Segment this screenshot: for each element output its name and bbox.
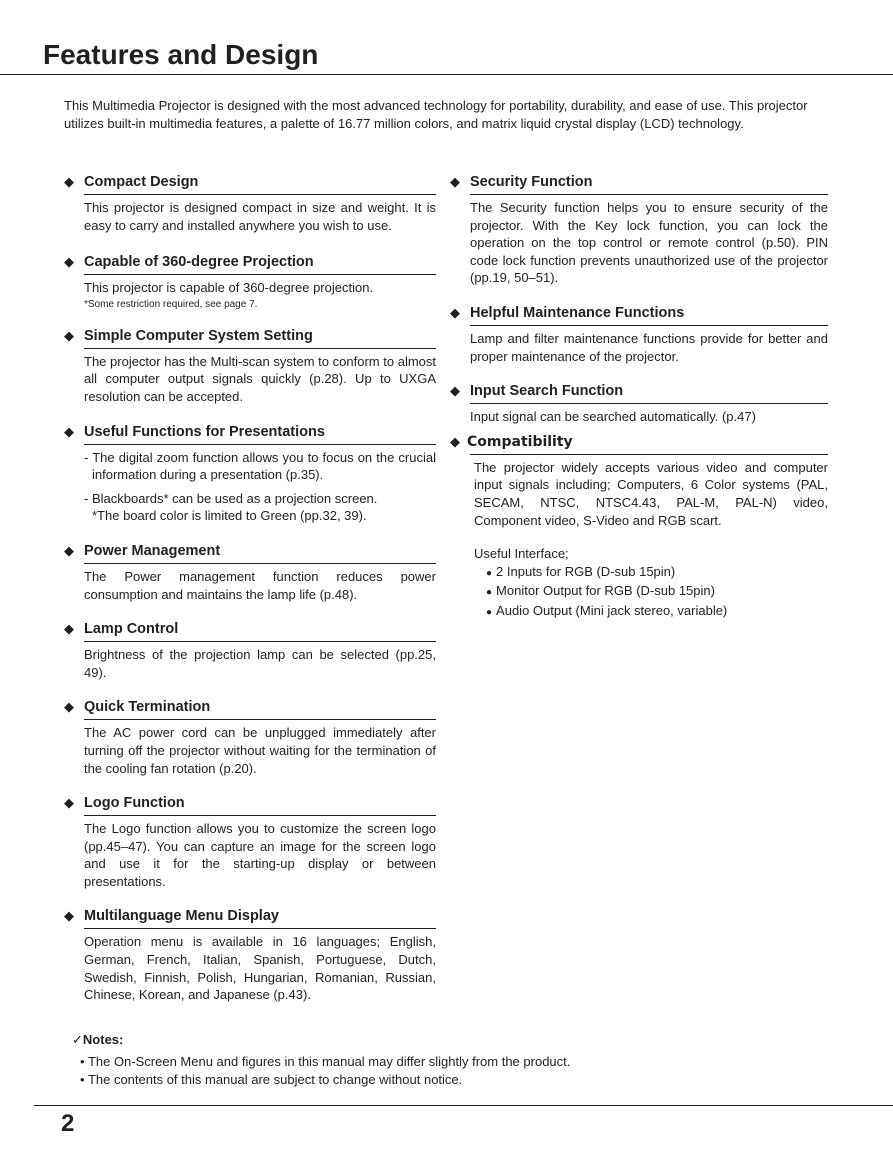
list-item: ● Audio Output (Mini jack stereo, variable): [486, 602, 728, 618]
section-title: Quick Termination: [84, 699, 211, 716]
section-rule: [84, 194, 436, 195]
restriction-note: *Some restriction required, see page 7.: [84, 298, 258, 310]
section-compatibility: [450, 432, 828, 622]
diamond-icon: ◆: [64, 423, 74, 439]
section-rule: [84, 444, 436, 445]
section-title: Multilanguage Menu Display: [84, 908, 279, 925]
section-compact-design: [64, 172, 436, 234]
section-title: Useful Functions for Presentations: [84, 423, 325, 440]
section-body: Operation menu is available in 16 languages; English, German, French, Italian, Spanish, Portuguese, Dutch, Swedish, Finnish, Polish, Hungarian, Romanian, Russian, Chinese, Korean, and Japanese (p.43).: [84, 934, 436, 1003]
list-item: ● Monitor Output for RGB (D-sub 15pin): [486, 583, 715, 599]
diamond-icon: ◆: [64, 699, 74, 715]
section-rule: [84, 641, 436, 642]
section-quick-termination: [64, 697, 436, 777]
section-body: This projector is designed compact in size and weight. It is easy to carry and installed anywhere you wish to use.: [84, 200, 436, 233]
diamond-icon: ◆: [450, 304, 460, 320]
section-power-management: [64, 541, 436, 603]
bullet-icon: ●: [486, 567, 493, 579]
notes-heading: ✓Notes:: [72, 1032, 124, 1047]
intro-paragraph: This Multimedia Projector is designed with the most advanced technology for portability, durability, and ease of use. This projector utilizes built-in multimedia features, a palette of 16.77 million colors, and matrix liquid crystal display (LCD) technology.: [64, 98, 808, 131]
section-title: Helpful Maintenance Functions: [470, 304, 685, 321]
section-security: [450, 172, 828, 287]
page-title: Features and Design: [43, 39, 319, 70]
section-title: Input Search Function: [470, 383, 624, 400]
left-column: [64, 172, 436, 1004]
page-number: 2: [61, 1110, 75, 1137]
section-body: The AC power cord can be unplugged immediately after turning off the projector without waiting for the termination of the cooling fan rotation (p.20).: [84, 725, 436, 776]
section-logo-function: [64, 793, 436, 890]
title-rule: [0, 74, 893, 75]
notes-list: [72, 1053, 832, 1089]
diamond-icon: ◆: [450, 383, 460, 399]
section-title: Security Function: [470, 174, 593, 190]
section-multilanguage: [64, 906, 436, 1003]
section-title: Compatibility: [467, 433, 573, 450]
section-rule: [84, 928, 436, 929]
section-presentations: [64, 422, 436, 525]
bullet-icon: ●: [486, 606, 493, 618]
diamond-icon: ◆: [450, 174, 460, 189]
notes-block: [72, 1031, 832, 1089]
diamond-icon: ◆: [64, 174, 74, 189]
section-simple-setting: [64, 326, 436, 406]
section-360-projection: [64, 252, 436, 312]
diamond-icon: ◆: [450, 433, 460, 449]
section-rule: [84, 274, 436, 275]
bullet-icon: ●: [486, 587, 493, 599]
diamond-icon: ◆: [64, 795, 74, 811]
section-title: Lamp Control: [84, 621, 179, 638]
interface-list: [474, 563, 828, 622]
section-rule: [470, 403, 828, 404]
section-title: Simple Computer System Setting: [84, 327, 313, 344]
list-item: • The contents of this manual are subject to change without notice.: [80, 1072, 463, 1087]
diamond-icon: ◆: [64, 254, 74, 270]
section-lamp-control: [64, 619, 436, 681]
section-body: The projector widely accepts various video and computer input signals including; Computers, 6 Color systems (PAL, SECAM, NTSC, NTSC4.43, PAL-M, PAL-N) video, Component video, S-Video and RGB scart.: [474, 459, 828, 528]
board-color-note: *The board color is limited to Green (pp.32, 39).: [92, 508, 367, 524]
section-body: Lamp and filter maintenance functions provide for better and proper maintenance of the projector.: [470, 330, 828, 364]
checkmark-icon: ✓: [72, 1032, 83, 1047]
section-title: Power Management: [84, 542, 221, 559]
section-title: Capable of 360-degree Projection: [84, 254, 314, 271]
section-rule: [84, 348, 436, 349]
section-rule: [84, 815, 436, 816]
section-rule: [470, 194, 828, 195]
section-maintenance: [450, 303, 828, 365]
diamond-icon: ◆: [64, 621, 74, 637]
list-item: ● 2 Inputs for RGB (D-sub 15pin): [486, 563, 676, 579]
section-body: The Security function helps you to ensure security of the projector. With the Key lock function, you can lock the operation on the top control or remote control (p.50). PIN code lock function prevents unauthorized use of the projector (pp.19, 50–51).: [470, 200, 828, 286]
section-body: This projector is capable of 360-degree projection.: [84, 280, 374, 296]
section-body: The projector has the Multi-scan system to conform to almost all computer output signals quickly (p.28). Up to UXGA resolution can be accepted.: [84, 353, 436, 404]
blackboard-item: - Blackboards* can be used as a projection screen.: [84, 490, 378, 506]
diamond-icon: ◆: [64, 908, 74, 924]
section-title: Compact Design: [84, 174, 199, 190]
section-rule: [470, 454, 828, 455]
section-body: The Logo function allows you to customize the screen logo (pp.45–47). You can capture an image for the screen logo and use it for the starting-up display or between presentations.: [84, 821, 436, 889]
diamond-icon: ◆: [64, 327, 74, 343]
section-body: The Power management function reduces power consumption and maintains the lamp life (p.48).: [84, 568, 436, 602]
section-rule: [84, 563, 436, 564]
section-rule: [470, 325, 828, 326]
interface-heading: Useful Interface;: [474, 546, 569, 562]
section-body: Input signal can be searched automatically. (p.47): [470, 409, 756, 425]
section-body: Brightness of the projection lamp can be selected (pp.25, 49).: [84, 647, 436, 680]
right-column: [450, 172, 828, 622]
diamond-icon: ◆: [64, 542, 74, 558]
section-rule: [84, 719, 436, 720]
section-title: Logo Function: [84, 795, 185, 812]
list-item: • The On-Screen Menu and figures in this manual may differ slightly from the product.: [80, 1054, 571, 1069]
footer-rule: [34, 1105, 893, 1106]
section-input-search: [450, 381, 828, 426]
digital-zoom-item: - The digital zoom function allows you to focus on the crucial information during a presentation (p.35).: [84, 449, 436, 483]
